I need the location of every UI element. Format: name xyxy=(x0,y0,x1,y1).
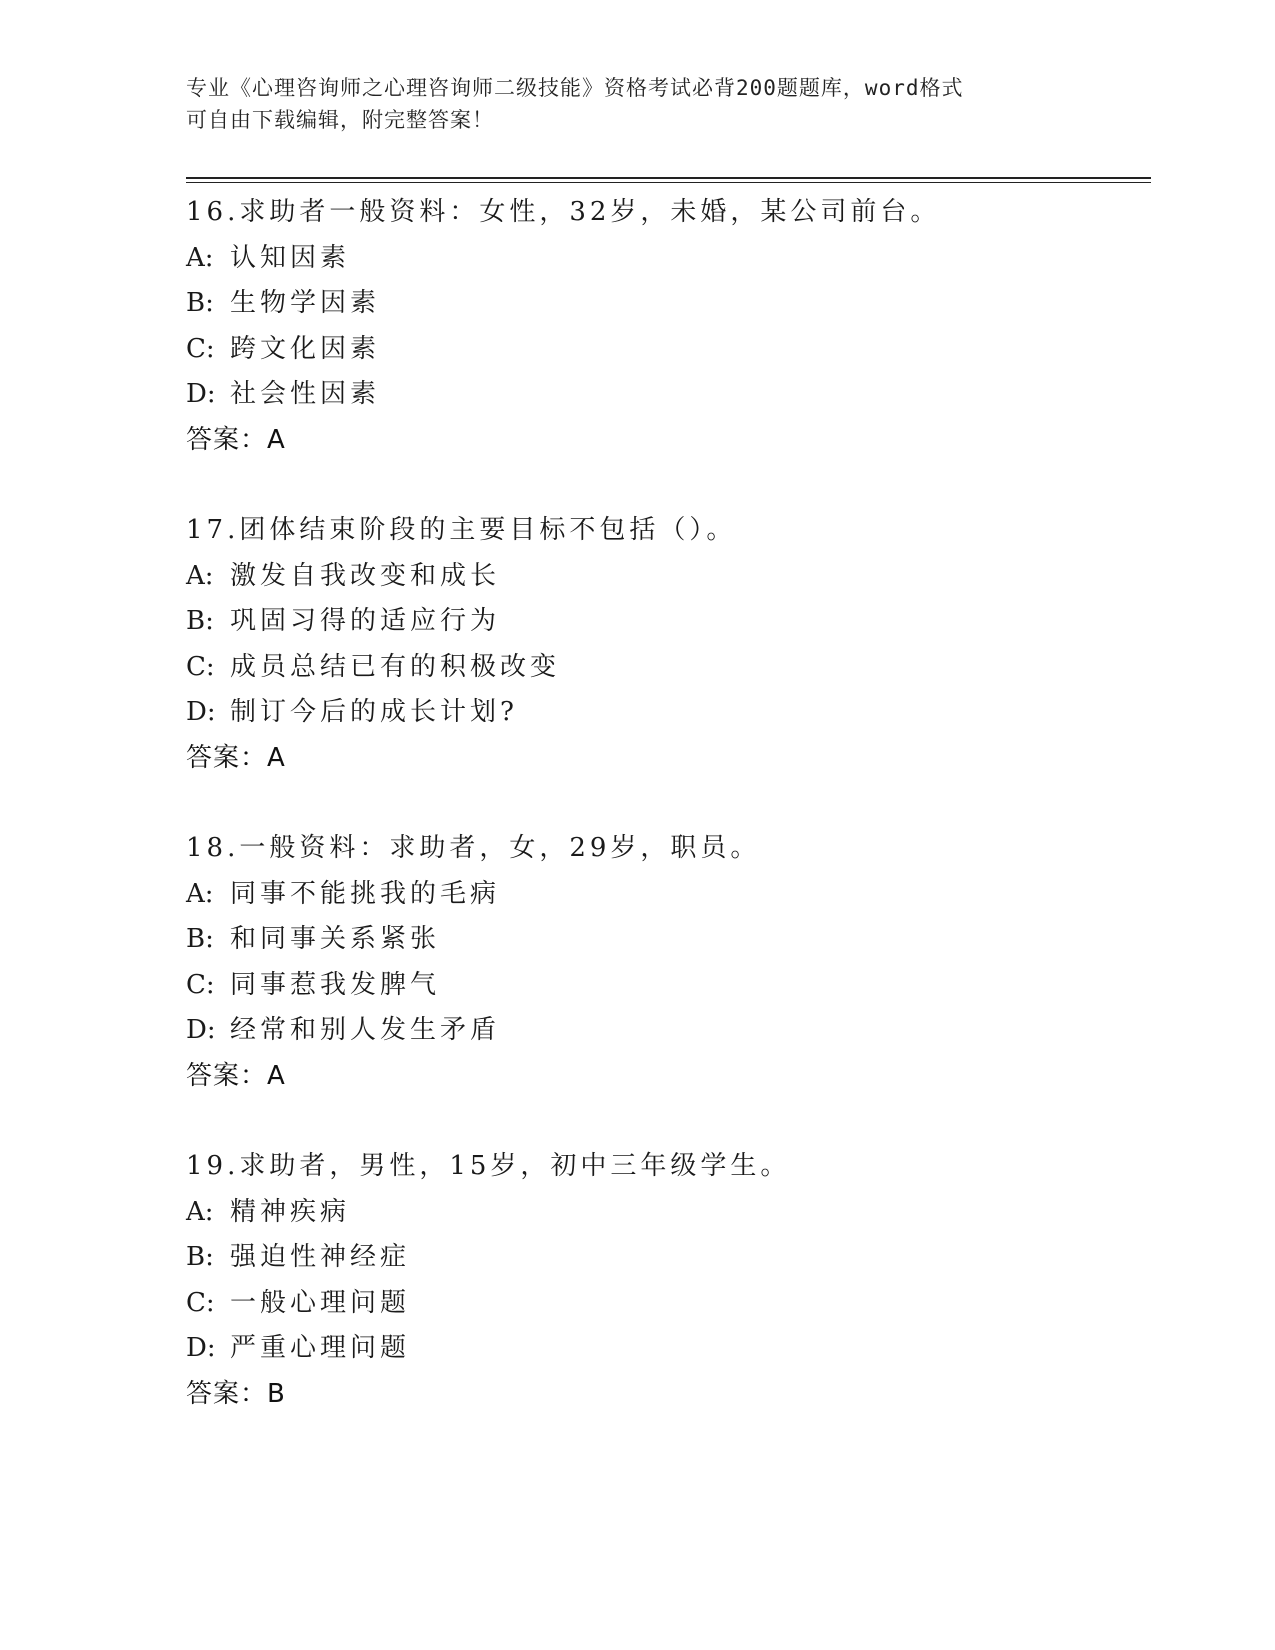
option-text: 一般心理问题 xyxy=(230,1287,411,1318)
option-text: 严重心理问题 xyxy=(230,1333,411,1363)
option-a xyxy=(186,236,1146,282)
question-18 xyxy=(186,826,1146,1144)
question-stem: 17.团体结束阶段的主要目标不包括（）。 xyxy=(186,515,737,545)
option-letter: D: xyxy=(186,379,216,409)
option-a xyxy=(186,872,1146,918)
option-letter: B: xyxy=(186,606,214,636)
option-letter: C: xyxy=(186,333,215,364)
option-b xyxy=(186,599,1146,645)
option-a xyxy=(186,554,1146,600)
question-16 xyxy=(186,190,1146,508)
option-letter: C: xyxy=(186,1287,215,1318)
option-text: 和同事关系紧张 xyxy=(230,924,441,954)
option-text: 同事不能挑我的毛病 xyxy=(230,878,501,909)
option-text: 跨文化因素 xyxy=(230,333,381,364)
option-a xyxy=(186,1190,1146,1236)
option-letter: A: xyxy=(186,560,214,591)
option-d xyxy=(186,1326,1146,1372)
option-b xyxy=(186,917,1146,963)
option-c xyxy=(186,963,1146,1009)
answer-line: 答案：A xyxy=(186,424,286,455)
option-letter: D: xyxy=(186,1333,216,1363)
document-header xyxy=(186,72,1066,136)
option-d xyxy=(186,372,1146,418)
option-letter: A: xyxy=(186,1196,214,1227)
option-letter: B: xyxy=(186,924,214,954)
header-title-line-2: 可自由下载编辑，附完整答案！ xyxy=(186,108,494,132)
option-text: 精神疾病 xyxy=(230,1196,351,1227)
answer-line: 答案：A xyxy=(186,1060,286,1091)
option-text: 制订今后的成长计划? xyxy=(230,697,518,727)
option-d xyxy=(186,690,1146,736)
option-letter: B: xyxy=(186,288,214,318)
option-letter: B: xyxy=(186,1242,214,1272)
option-text: 同事惹我发脾气 xyxy=(230,969,441,1000)
option-text: 激发自我改变和成长 xyxy=(230,560,501,591)
question-19 xyxy=(186,1144,1146,1462)
option-text: 经常和别人发生矛盾 xyxy=(230,1015,501,1045)
option-letter: C: xyxy=(186,651,215,682)
question-stem: 16.求助者一般资料：女性，32岁，未婚，某公司前台。 xyxy=(186,197,941,227)
option-text: 社会性因素 xyxy=(230,379,381,409)
option-d xyxy=(186,1008,1146,1054)
answer-line: 答案：B xyxy=(186,1378,286,1409)
option-text: 强迫性神经症 xyxy=(230,1242,411,1272)
question-stem: 18.一般资料：求助者，女，29岁，职员。 xyxy=(186,833,761,863)
option-text: 认知因素 xyxy=(230,242,351,273)
option-text: 成员总结已有的积极改变 xyxy=(230,651,561,682)
header-title-line-1: 专业《心理咨询师之心理咨询师二级技能》资格考试必背200题题库，word格式 xyxy=(186,76,964,100)
question-list xyxy=(186,190,1146,1462)
option-c xyxy=(186,645,1146,691)
option-text: 生物学因素 xyxy=(230,288,381,318)
option-c xyxy=(186,1281,1146,1327)
option-letter: D: xyxy=(186,697,216,727)
option-letter: D: xyxy=(186,1015,216,1045)
option-letter: A: xyxy=(186,242,214,273)
option-text: 巩固习得的适应行为 xyxy=(230,606,501,636)
header-divider-thin xyxy=(186,182,1151,183)
question-17 xyxy=(186,508,1146,826)
option-letter: C: xyxy=(186,969,215,1000)
header-divider-thick xyxy=(186,177,1151,179)
option-c xyxy=(186,327,1146,373)
answer-line: 答案：A xyxy=(186,742,286,773)
option-b xyxy=(186,1235,1146,1281)
option-b xyxy=(186,281,1146,327)
question-stem: 19.求助者，男性，15岁，初中三年级学生。 xyxy=(186,1151,791,1181)
option-letter: A: xyxy=(186,878,214,909)
